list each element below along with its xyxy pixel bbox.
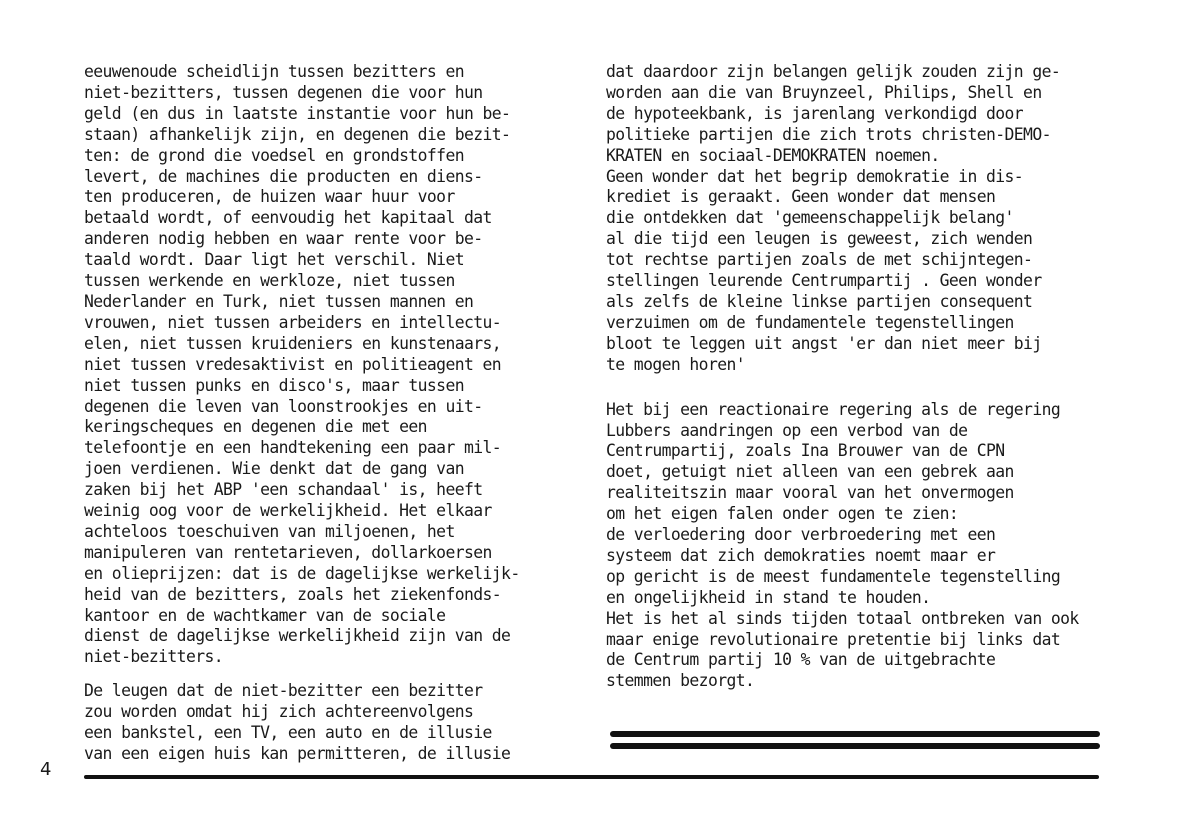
text-line: Centrumpartij, zoals Ina Brouwer van de CPN — [606, 441, 1005, 461]
text-line: realiteitszin maar vooral van het onvermogen — [606, 483, 1014, 503]
text-line: elen, niet tussen kruideniers en kunstenaars, — [84, 333, 502, 353]
footer-rule — [84, 775, 1099, 779]
text-line: verzuimen om de fundamentele tegenstellingen — [606, 312, 1014, 332]
text-line: kantoor en de wachtkamer van de sociale — [84, 605, 446, 625]
text-line: en ongelijkheid in stand te houden. — [606, 587, 931, 607]
left-column — [84, 62, 534, 765]
text-line: te mogen horen' — [606, 354, 746, 374]
text-line: op gericht is de meest fundamentele tegenstelling — [606, 566, 1061, 586]
text-line: stemmen bezorgt. — [606, 671, 755, 691]
text-line: een bankstel, een TV, een auto en de illusie — [84, 723, 492, 743]
text-line: manipuleren van rentetarieven, dollarkoersen — [84, 542, 492, 562]
text-line: van een eigen huis kan permitteren, de illusie — [84, 744, 511, 763]
text-line: keringscheques en degenen die met een — [84, 417, 427, 437]
text-line: niet tussen punks en disco's, maar tussen — [84, 375, 464, 395]
text-line: taald wordt. Daar ligt het verschil. Niet — [84, 250, 464, 270]
right-column — [606, 62, 1106, 692]
text-line: dienst de dagelijkse werkelijkheid zijn van de — [84, 626, 511, 646]
text-line: en olieprijzen: dat is de dagelijkse werkelijk- — [84, 563, 520, 583]
right-paragraph-2 — [606, 400, 1106, 693]
text-line: Lubbers aandringen op een verbod van de — [606, 420, 968, 440]
text-line: dat daardoor zijn belangen gelijk zouden zijn ge- — [606, 62, 1061, 81]
text-line: staan) afhankelijk zijn, en degenen die bezit- — [84, 124, 511, 144]
text-line: vrouwen, niet tussen arbeiders en intellectu- — [84, 312, 502, 332]
text-line: ten: de grond die voedsel en grondstoffen — [84, 145, 464, 165]
text-line: joen verdienen. Wie denkt dat de gang van — [84, 459, 464, 479]
text-line: bloot te leggen uit angst 'er dan niet meer bij — [606, 333, 1042, 353]
text-line: levert, de machines die producten en diens- — [84, 166, 483, 186]
text-line: die ontdekken dat 'gemeenschappelijk belang' — [606, 208, 1014, 228]
right-paragraph-1 — [606, 62, 1106, 376]
text-line: politieke partijen die zich trots christen-DEMO- — [606, 124, 1051, 144]
left-paragraph-1 — [84, 62, 534, 668]
text-line: systeem dat zich demokraties noemt maar er — [606, 545, 996, 565]
text-line: maar enige revolutionaire pretentie bij links dat — [606, 629, 1061, 649]
left-paragraph-2 — [84, 681, 534, 765]
text-line: tussen werkende en werkloze, niet tussen — [84, 271, 455, 291]
decorative-rule-lower — [610, 743, 1100, 749]
text-line: Het bij een reactionaire regering als de regering — [606, 399, 1061, 419]
text-line: tot rechtse partijen zoals de met schijntegen- — [606, 250, 1033, 270]
text-line: stellingen leurende Centrumpartij . Geen wonder — [606, 271, 1042, 291]
text-line: Het is het al sinds tijden totaal ontbreken van ook — [606, 608, 1079, 628]
paragraph-gap — [84, 668, 534, 681]
text-line: al die tijd een leugen is geweest, zich wenden — [606, 229, 1033, 249]
text-line: de verloedering door verbroedering met een — [606, 525, 996, 545]
text-line: anderen nodig hebben en waar rente voor be- — [84, 229, 483, 249]
decorative-rule-upper — [610, 731, 1100, 737]
text-line: betaald wordt, of eenvoudig het kapitaal dat — [84, 208, 492, 228]
text-line: Geen wonder dat het begrip demokratie in dis- — [606, 166, 1024, 186]
text-line: niet-bezitters, tussen degenen die voor hun — [84, 82, 483, 102]
text-line: geld (en dus in laatste instantie voor hun be- — [84, 103, 511, 123]
paragraph-gap — [606, 376, 1106, 400]
text-line: krediet is geraakt. Geen wonder dat mensen — [606, 187, 996, 207]
text-line: als zelfs de kleine linkse partijen consequent — [606, 291, 1033, 311]
text-line: telefoontje en een handtekening een paar mil- — [84, 438, 502, 458]
text-line: zaken bij het ABP 'een schandaal' is, heeft — [84, 480, 483, 500]
text-line: worden aan die van Bruynzeel, Philips, Shell en — [606, 82, 1042, 102]
text-line: de hypoteekbank, is jarenlang verkondigd door — [606, 103, 1024, 123]
text-line: om het eigen falen onder ogen te zien: — [606, 504, 959, 524]
text-line: Nederlander en Turk, niet tussen mannen en — [84, 291, 474, 311]
text-line: de Centrum partij 10 % van de uitgebrachte — [606, 650, 996, 670]
text-line: zou worden omdat hij zich achtereenvolgens — [84, 702, 474, 722]
text-line: weinig oog voor de werkelijkheid. Het elkaar — [84, 501, 492, 521]
text-line: degenen die leven van loonstrookjes en uit- — [84, 396, 483, 416]
page-number: 4 — [40, 759, 52, 780]
text-line: heid van de bezitters, zoals het ziekenfonds- — [84, 584, 502, 604]
text-line: KRATEN en sociaal-DEMOKRATEN noemen. — [606, 145, 940, 165]
text-line: niet tussen vredesaktivist en politieagent en — [84, 354, 502, 374]
text-line: achteloos toeschuiven van miljoenen, het — [84, 521, 455, 541]
text-line: niet-bezitters. — [84, 647, 224, 667]
text-line: doet, getuigt niet alleen van een gebrek aan — [606, 462, 1014, 482]
text-line: eeuwenoude scheidlijn tussen bezitters en — [84, 62, 464, 81]
text-line: ten produceren, de huizen waar huur voor — [84, 187, 455, 207]
text-line: De leugen dat de niet-bezitter een bezitter — [84, 681, 483, 701]
